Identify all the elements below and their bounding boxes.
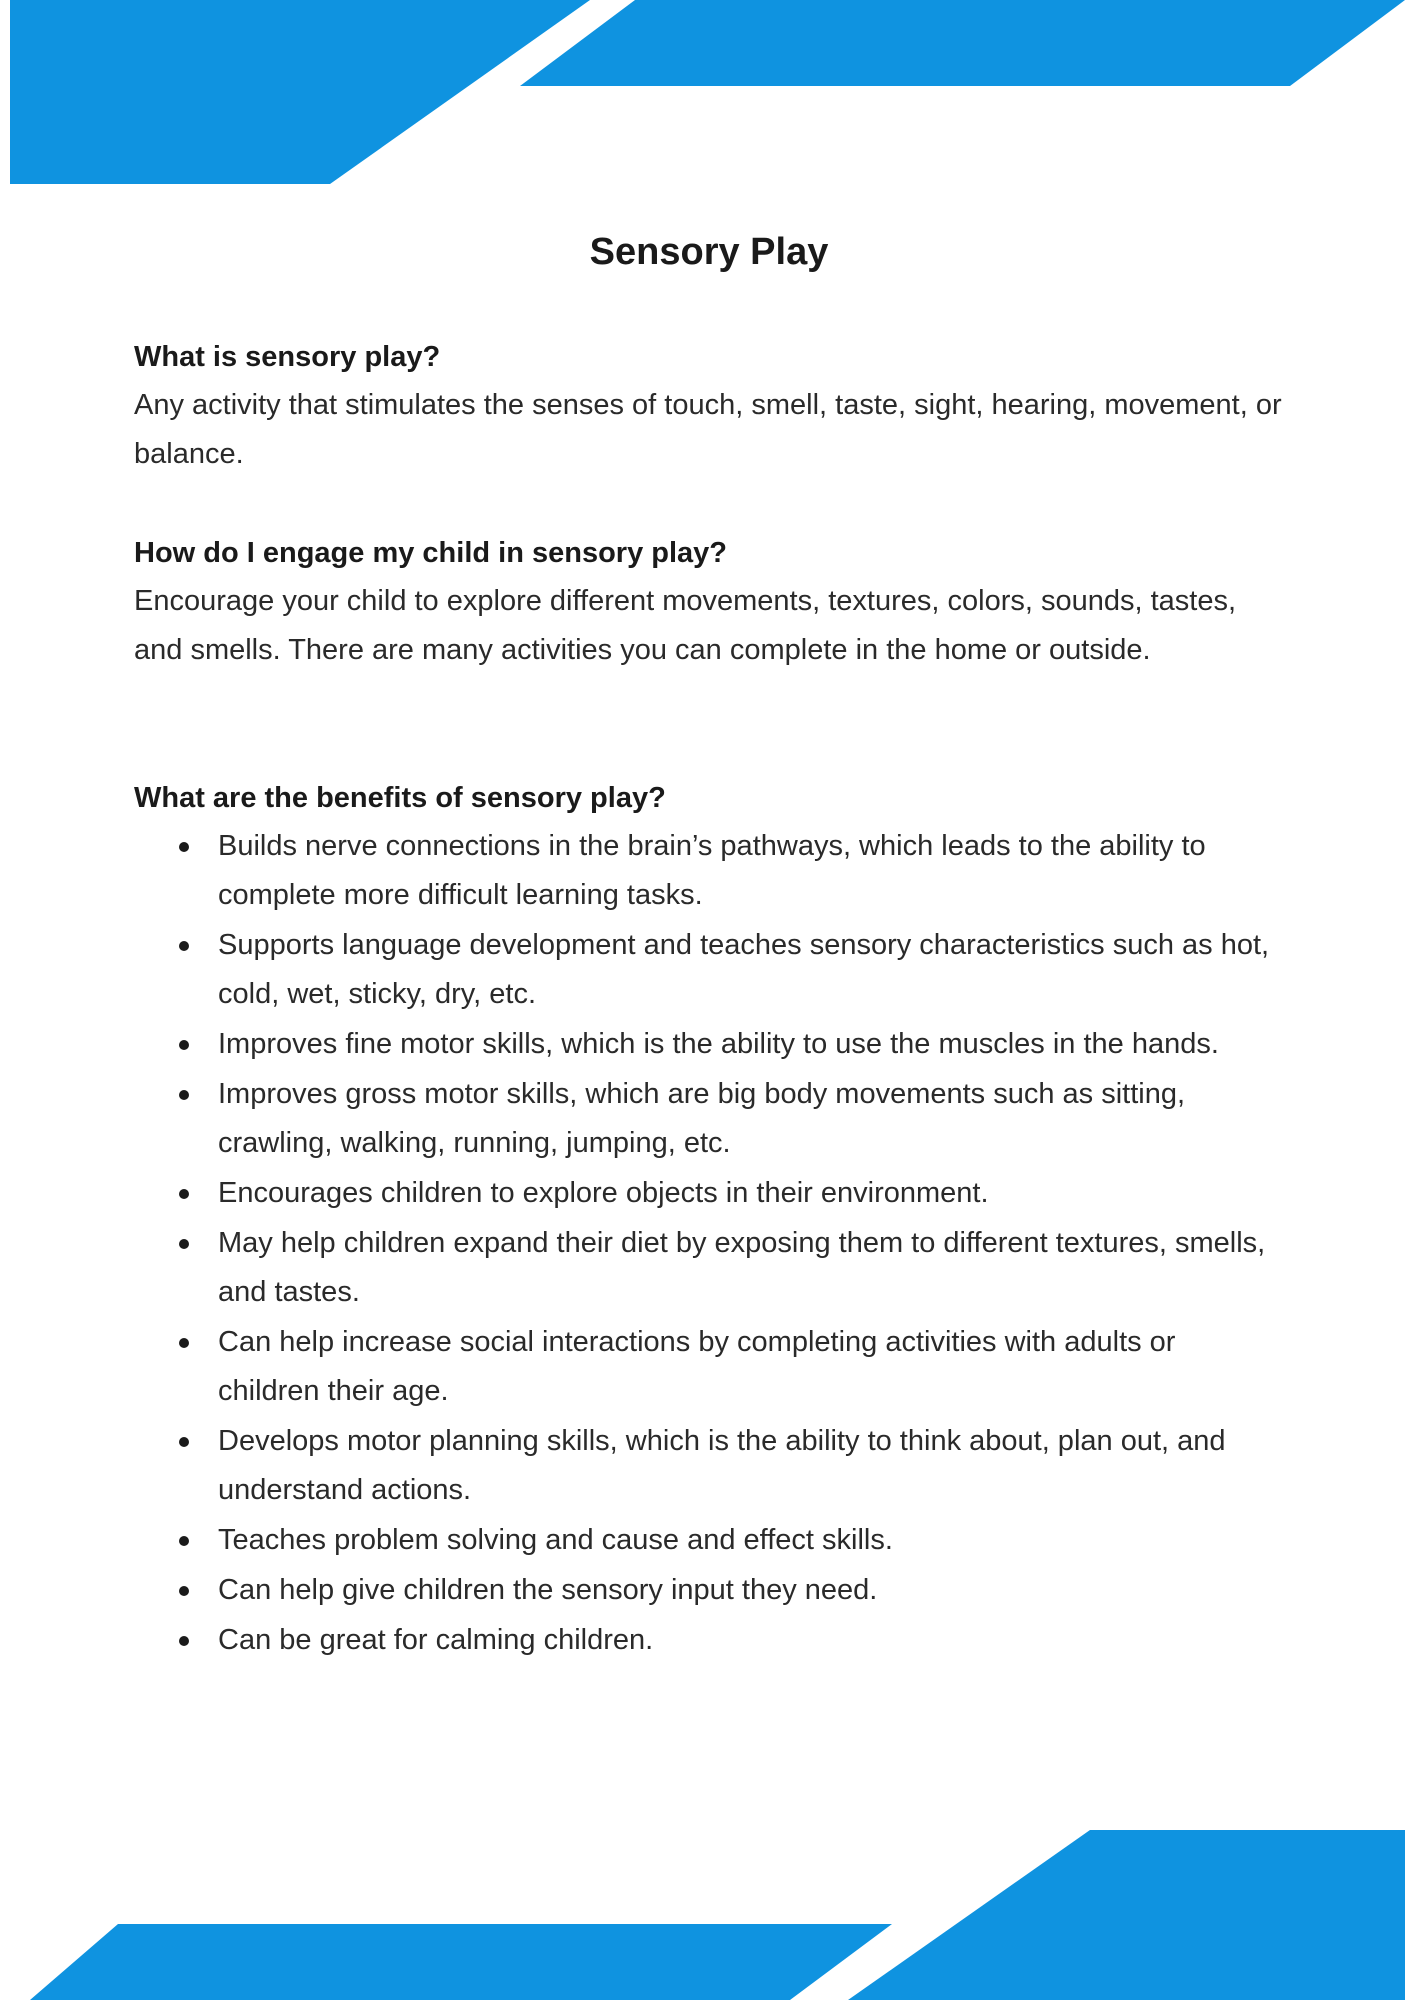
- top-right-banner-shape: [520, 0, 1405, 86]
- section-heading: How do I engage my child in sensory play?: [134, 537, 728, 569]
- section-heading: What are the benefits of sensory play?: [134, 782, 666, 814]
- bottom-left-banner-shape: [30, 1924, 892, 2000]
- list-item: [134, 1020, 1284, 1069]
- list-item-text: Can help increase social interactions by completing activities with adults or children their age.: [218, 1326, 1176, 1407]
- bottom-right-banner-shape: [848, 1830, 1405, 2000]
- list-item: [134, 1169, 1284, 1218]
- list-item-text: Teaches problem solving and cause and effect skills.: [218, 1524, 893, 1556]
- list-item: [134, 1616, 1284, 1665]
- list-item: [134, 921, 1284, 1019]
- list-item: [134, 1417, 1284, 1515]
- list-item: [134, 1219, 1284, 1317]
- list-item-text: Improves fine motor skills, which is the ability to use the muscles in the hands.: [218, 1028, 1219, 1060]
- bullet-icon: [179, 1090, 189, 1100]
- bullet-icon: [179, 1586, 189, 1596]
- section-benefits: [134, 774, 1284, 1666]
- bullet-icon: [179, 1536, 189, 1546]
- bullet-icon: [179, 1239, 189, 1249]
- document-title: Sensory Play: [589, 231, 829, 273]
- list-item-text: Develops motor planning skills, which is the ability to think about, plan out, and understand actions.: [218, 1425, 1226, 1506]
- list-item: [134, 822, 1284, 920]
- list-item-text: Encourages children to explore objects in their environment.: [218, 1177, 989, 1209]
- bullet-icon: [179, 1437, 189, 1447]
- section-body: Encourage your child to explore different movements, textures, colors, sounds, tastes, and smells. There are many activities you can complete in the home or outside.: [134, 585, 1237, 666]
- list-item: [134, 1516, 1284, 1565]
- bullet-icon: [179, 941, 189, 951]
- list-item-text: Improves gross motor skills, which are big body movements such as sitting, crawling, walking, running, jumping, etc.: [218, 1078, 1186, 1159]
- bullet-icon: [179, 1040, 189, 1050]
- list-item-text: Builds nerve connections in the brain’s pathways, which leads to the ability to complete more difficult learning tasks.: [218, 830, 1206, 911]
- list-item: [134, 1566, 1284, 1615]
- section-body: Any activity that stimulates the senses of touch, smell, taste, sight, hearing, movement, or balance.: [134, 389, 1282, 470]
- benefits-list: [134, 822, 1284, 1665]
- list-item: [134, 1070, 1284, 1168]
- bullet-icon: [179, 1338, 189, 1348]
- bullet-icon: [179, 842, 189, 852]
- bullet-icon: [179, 1189, 189, 1199]
- list-item-text: Can be great for calming children.: [218, 1624, 654, 1656]
- list-item-text: Can help give children the sensory input they need.: [218, 1574, 878, 1606]
- bullet-icon: [179, 1636, 189, 1646]
- section-heading: What is sensory play?: [134, 341, 441, 373]
- section-what-is: [134, 333, 1284, 479]
- list-item-text: Supports language development and teaches sensory characteristics such as hot, cold, wet, sticky, dry, etc.: [218, 929, 1270, 1010]
- top-left-banner-shape: [10, 0, 590, 184]
- section-how-to-engage: [134, 529, 1284, 675]
- list-item: [134, 1318, 1284, 1416]
- list-item-text: May help children expand their diet by exposing them to different textures, smells, and tastes.: [218, 1227, 1266, 1308]
